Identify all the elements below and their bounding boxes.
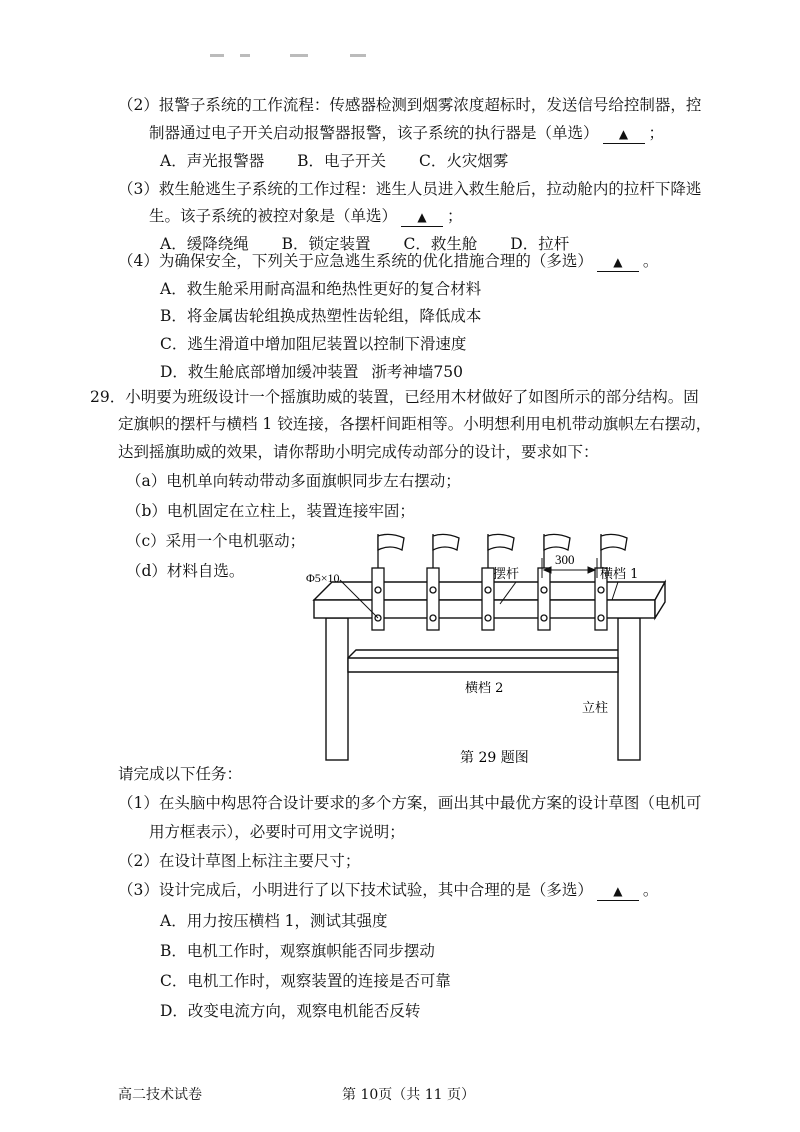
- task-3-text: （3）设计完成后，小明进行了以下技术试验，其中合理的是（多选）: [118, 881, 593, 899]
- cropped-text-fragment: [200, 52, 400, 60]
- q28-part3-line2-text: 生。该子系统的被控对象是（单选）: [149, 207, 398, 225]
- q28-part4-line1: （4）为确保安全，下列关于应急逃生系统的优化措施合理的（多选） ▲ 。: [118, 252, 659, 270]
- option: A．用力按压横档 1，测试其强度: [160, 912, 388, 930]
- tasks-title: 请完成以下任务：: [118, 765, 243, 783]
- task-2: （2）在设计草图上标注主要尺寸；: [118, 852, 361, 870]
- option: B．锁定装置: [281, 235, 371, 253]
- option: C．救生舱: [403, 235, 478, 253]
- q29-requirement-b: （b）电机固定在立柱上，装置连接牢固；: [126, 502, 415, 520]
- q29-line3: 达到摇旗助威的效果，请你帮助小明完成传动部分的设计，要求如下：: [118, 443, 599, 461]
- option: A．救生舱采用耐高温和绝热性更好的复合材料: [160, 280, 482, 298]
- task-3-line: （3）设计完成后，小明进行了以下技术试验，其中合理的是（多选） ▲ 。: [118, 881, 659, 899]
- answer-blank: ▲: [597, 252, 639, 272]
- crossbar-1-label: 横档 1: [600, 567, 639, 582]
- task-1-line1: （1）在头脑中构思符合设计要求的多个方案，画出其中最优方案的设计草图（电机可: [118, 794, 702, 812]
- spacing-dimension-label: 300: [555, 552, 575, 567]
- answer-blank: ▲: [597, 881, 639, 901]
- option: C．逃生滑道中增加阻尼装置以控制下滑速度: [160, 335, 467, 353]
- footer-left: 高二技术试卷: [118, 1087, 202, 1103]
- option: D．改变电流方向，观察电机能否反转: [160, 1002, 421, 1020]
- q28-part4-text: （4）为确保安全，下列关于应急逃生系统的优化措施合理的（多选）: [118, 252, 593, 270]
- q28-part2-options: [160, 150, 536, 172]
- option: B．将金属齿轮组换成热塑性齿轮组，降低成本: [160, 307, 482, 325]
- q28-part3-line1: （3）救生舱逃生子系统的工作过程：逃生人员进入救生舱后，拉动舱内的拉杆下降逃: [118, 180, 702, 198]
- figure-29-flag-device: [300, 530, 680, 770]
- option: A．声光报警器: [160, 152, 265, 170]
- hole-dimension-label: Φ5×10: [306, 571, 340, 585]
- option: D．拉杆: [510, 235, 570, 253]
- left-post: [326, 618, 348, 760]
- crossbar-2-label: 横档 2: [465, 681, 504, 696]
- q29-line1: 29．小明要为班级设计一个摇旗助威的装置，已经用木材做好了如图所示的部分结构。固: [90, 388, 699, 406]
- answer-blank: ▲: [401, 207, 443, 227]
- swing-rod-label: 摆杆: [493, 567, 520, 582]
- option: B．电机工作时，观察旗帜能否同步摆动: [160, 942, 435, 960]
- q28-part3-line2: 生。该子系统的被控对象是（单选） ▲ ；: [149, 207, 463, 225]
- option: C．电机工作时，观察装置的连接是否可靠: [160, 972, 451, 990]
- option: D．救生舱底部增加缓冲装置: [160, 363, 359, 381]
- task-1-line2: 用方框表示），必要时可用文字说明；: [149, 823, 405, 841]
- post-label: 立柱: [582, 701, 609, 716]
- crossbar-2: [348, 658, 618, 672]
- q29-requirement-d: （d）材料自选。: [126, 562, 245, 580]
- answer-blank: ▲: [603, 124, 645, 144]
- q28-part2-line1: （2）报警子系统的工作流程：传感器检测到烟雾浓度超标时，发送信号给控制器，控: [118, 96, 702, 114]
- q28-part2-line2: 制器通过电子开关启动报警器报警，该子系统的执行器是（单选） ▲ ；: [149, 124, 665, 142]
- q29-requirement-c: （c）采用一个电机驱动；: [126, 532, 306, 550]
- right-post: [618, 618, 640, 760]
- q28-part4-option-d-line: [160, 361, 463, 383]
- q28-part2-line2-text: 制器通过电子开关启动报警器报警，该子系统的执行器是（单选）: [149, 124, 599, 142]
- q29-requirement-a: （a）电机单向转动带动多面旗帜同步左右摆动；: [126, 472, 461, 490]
- footer-page-number: 第 10页（共 11 页）: [342, 1087, 475, 1103]
- watermark-text: 浙考神墙750: [371, 363, 463, 381]
- option: A．缓降绕绳: [160, 235, 249, 253]
- option: B．电子开关: [297, 152, 387, 170]
- option: C．火灾烟雾: [418, 152, 509, 170]
- figure-caption: 第 29 题图: [460, 750, 529, 766]
- q29-line2: 定旗帜的摆杆与横档 1 铰连接，各摆杆间距相等。小明想利用电机带动旗帜左右摆动，: [118, 415, 712, 433]
